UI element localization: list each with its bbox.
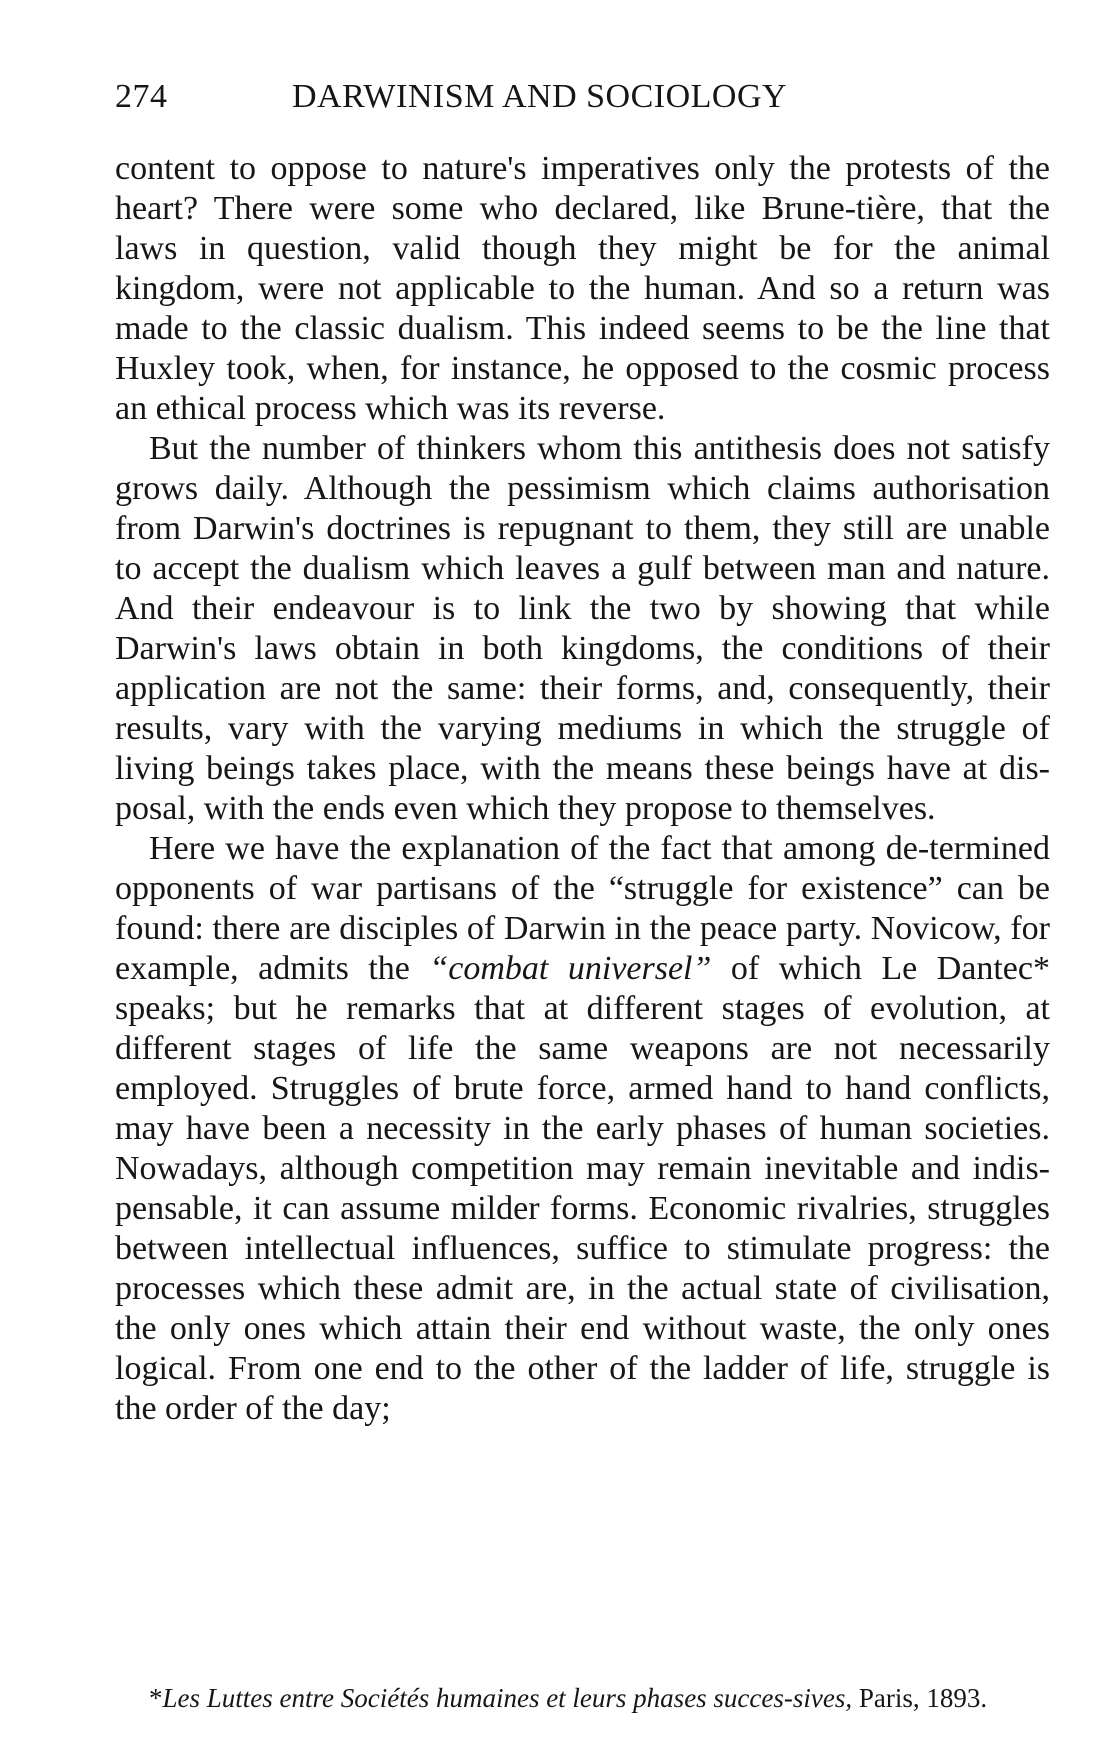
paragraph-2: But the number of thinkers whom this antithesis does not satisfy grows daily. Although the pessimism which claims authorisation from Darwin's doctrines is repugnant to them, they still are unable to accept the dualism which leaves a gulf between man and nature. And their endeavour is to link the two by showing that while Darwin's laws obtain in both kingdoms, the conditions of their application are not the same: their forms, and, consequently, their results, vary with the varying mediums in which the struggle of living beings takes place, with the means these beings have at dis-posal, with the ends even which they propose to themselves.: [115, 430, 1050, 827]
footnote-publication: Paris, 1893.: [852, 1683, 988, 1713]
footnote-marker: *: [149, 1683, 163, 1713]
paragraph-3: [115, 829, 1050, 1429]
body-text: [115, 149, 1050, 1429]
footnote: [115, 1681, 1050, 1715]
page-number: 274: [115, 78, 168, 115]
paragraph-1: content to oppose to nature's imperatives only the protests of the heart? There were some who declared, like Brune-tière, that the laws in question, valid though they might be for the animal kingdom, were not applicable to the human. And so a return was made to the classic dualism. This indeed seems to be the line that Huxley took, when, for instance, he opposed to the cosmic process an ethical process which was its reverse.: [115, 150, 1050, 427]
running-title: DARWINISM AND SOCIOLOGY: [292, 78, 788, 115]
paragraph-3-italic-phrase: “combat universel”: [429, 950, 712, 987]
page-header: [115, 78, 1050, 128]
paragraph-3-text-after: of which Le Dantec* speaks; but he remarks that at different stages of evolution, at different stages of life the same weapons are not necessarily employed. Struggles of brute force, armed hand to hand conflicts, may have been a necessity in the early phases of human societies. Nowadays, although competition may remain inevitable and indis-pensable, it can assume milder forms. Economic rivalries, struggles between intellectual influences, suffice to stimulate progress: the processes which these admit are, in the actual state of civilisation, the only ones which attain their end without waste, the only ones logical. From one end to the other of the ladder of life, struggle is the order of the day;: [115, 950, 1050, 1427]
paragraph-3-text-before: Here we have the explanation of the fact that among de-termined opponents of war partisans of the “struggle for existence” can be found: there are disciples of Darwin in the peace party. Novicow, for example, admits the: [115, 830, 1050, 987]
footnote-title: Les Luttes entre Sociétés humaines et leurs phases succes-sives,: [162, 1683, 853, 1713]
